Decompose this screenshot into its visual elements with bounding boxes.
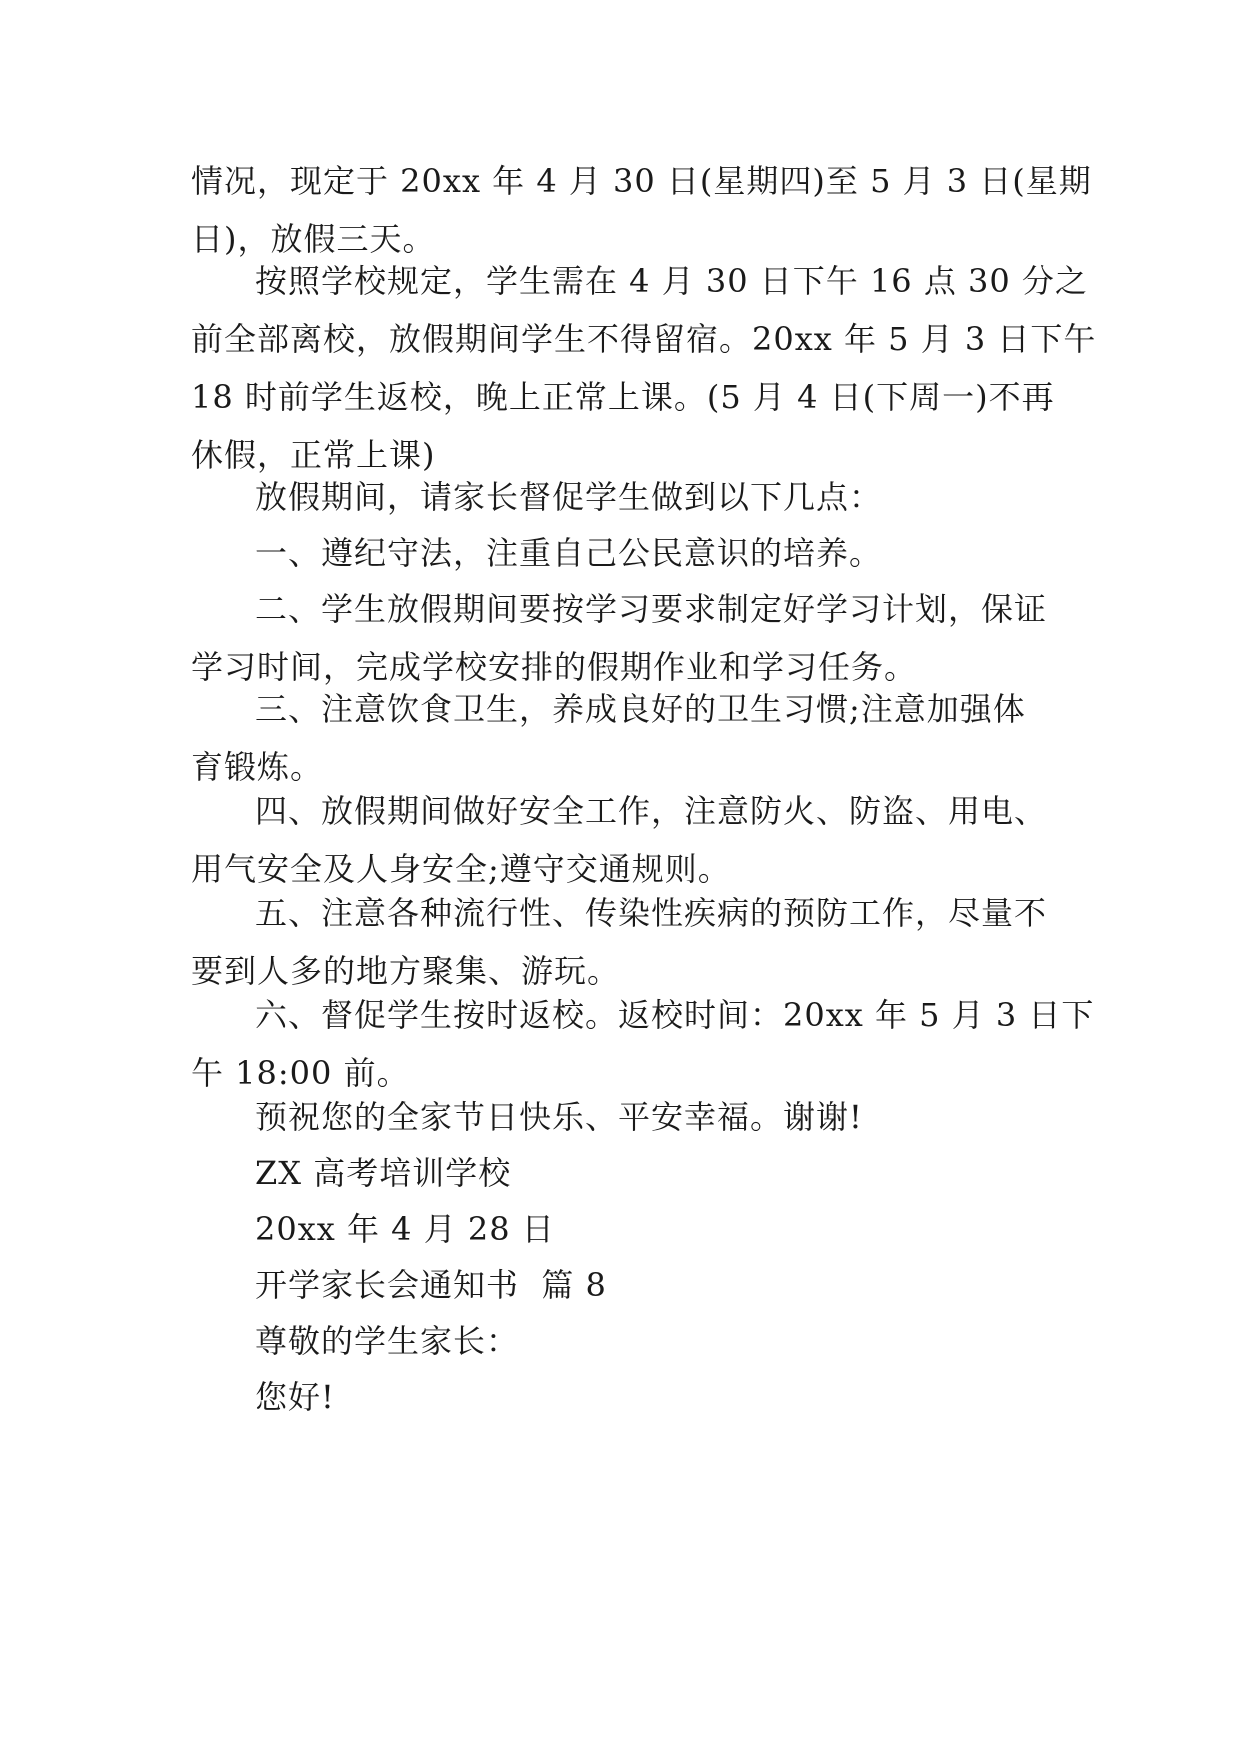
text-line: 放假期间，请家长督促学生做到以下几点：: [255, 478, 883, 516]
text-line: 要到人多的地方聚集、游玩。: [191, 952, 621, 990]
text-line: 情况，现定于 20xx 年 4 月 30 日(星期四)至 5 月 3 日(星期: [191, 162, 1092, 200]
text-line: 育锻炼。: [191, 748, 324, 786]
text-line: 二、学生放假期间要按学习要求制定好学习计划，保证: [255, 590, 1048, 628]
text-line: 午 18:00 前。: [191, 1054, 410, 1092]
text-line: 按照学校规定，学生需在 4 月 30 日下午 16 点 30 分之: [255, 262, 1088, 300]
signature-date: [191, 1200, 1051, 1258]
list-item-1: [191, 524, 1051, 582]
text-line: 休假，正常上课): [191, 436, 436, 474]
text-line: 预祝您的全家节日快乐、平安幸福。谢谢!: [255, 1098, 863, 1136]
paragraph-school-rules: [191, 252, 1097, 484]
list-item-4: [191, 782, 1051, 898]
list-item-2: [191, 580, 1051, 696]
text-line: 20xx 年 4 月 28 日: [255, 1210, 555, 1248]
list-item-5: [191, 884, 1051, 1000]
text-line: 开学家长会通知书 篇 8: [255, 1266, 607, 1304]
text-line: 18 时前学生返校，晚上正常上课。(5 月 4 日(下周一)不再: [191, 378, 1055, 416]
paragraph-holiday-dates: [191, 152, 1092, 268]
text-line: 日)，放假三天。: [191, 220, 436, 258]
greeting: [191, 1368, 1051, 1426]
paragraph-parent-request: [191, 468, 1051, 526]
text-line: 六、督促学生按时返校。返校时间：20xx 年 5 月 3 日下: [255, 996, 1095, 1034]
closing-wishes: [191, 1088, 1051, 1146]
salutation: [191, 1312, 1051, 1370]
section-heading: [191, 1256, 1051, 1314]
signature-school: [191, 1144, 1051, 1202]
text-line: 前全部离校，放假期间学生不得留宿。20xx 年 5 月 3 日下午: [191, 320, 1097, 358]
text-line: 尊敬的学生家长：: [255, 1322, 520, 1360]
text-line: 学习时间，完成学校安排的假期作业和学习任务。: [191, 648, 918, 686]
text-line: 四、放假期间做好安全工作，注意防火、防盗、用电、: [255, 792, 1048, 830]
text-line: 三、注意饮食卫生，养成良好的卫生习惯;注意加强体: [255, 690, 1026, 728]
text-line: 一、遵纪守法，注重自己公民意识的培养。: [255, 534, 883, 572]
text-line: ZX 高考培训学校: [255, 1154, 512, 1192]
text-line: 用气安全及人身安全;遵守交通规则。: [191, 850, 731, 888]
list-item-3: [191, 680, 1051, 796]
text-line: 您好!: [255, 1378, 335, 1416]
text-line: 五、注意各种流行性、传染性疾病的预防工作，尽量不: [255, 894, 1048, 932]
list-item-6: [191, 986, 1095, 1102]
